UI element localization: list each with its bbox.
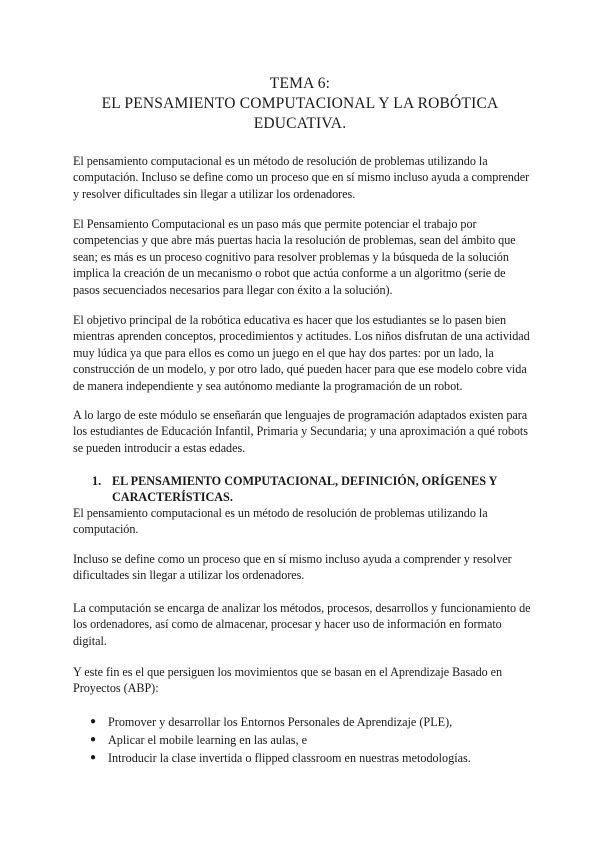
bullet-text: Promover y desarrollar los Entornos Personales de Aprendizaje (PLE),: [108, 715, 453, 729]
section-title: EL PENSAMIENTO COMPUTACIONAL, DEFINICIÓN, ORÍGENES Y CARACTERÍSTICAS.: [112, 474, 497, 505]
bullet-icon: ●: [90, 734, 97, 745]
bullet-icon: ●: [90, 752, 97, 763]
intro-paragraph-2: El Pensamiento Computacional es un paso más que permite potenciar el trabajo por competencias y que abre más puertas hacia la resolución de problemas, sean del ámbito que sean; es más es un proceso cognitivo para resolver problemas y la búsqueda de la solución implica la creación de un mecanismo o robot que actúa conforme a un algoritmo (serie de pasos secuenciados necesarios para llegar con éxito a la solución).: [73, 217, 516, 297]
section-paragraph-3: La computación se encarga de analizar los métodos, procesos, desarrollos y funcionamiento de los ordenadores, así como de almacenar, procesar y hacer uso de información en formato digital.: [73, 601, 531, 648]
section-paragraph-4: Y este fin es el que persiguen los movimientos que se basan en el Aprendizaje Basado en Proyectos (ABP):: [73, 665, 503, 696]
section-heading: [92, 473, 532, 506]
document-title: [60, 74, 540, 134]
bullet-text: Aplicar el mobile learning en las aulas, e: [108, 733, 307, 747]
bullet-text: Introducir la clase invertida o flipped classroom en nuestras metodologías.: [108, 751, 471, 765]
bullet-icon: ●: [90, 716, 97, 727]
intro-paragraph-3: El objetivo principal de la robótica educativa es hacer que los estudiantes se lo pasen bien mientras aprenden conceptos, procedimientos y actitudes. Los niños disfrutan de una actividad muy lúdica ya que para ellos es como un juego en el que hay dos partes: por un lado, la construcción de un modelo, y por otro lado, qué pueden hacer para que ese modelo cobre vida de manera independiente y sea autónomo mediante la programación de un robot.: [73, 313, 530, 393]
intro-paragraph-1: El pensamiento computacional es un método de resolución de problemas utilizando la computación. Incluso se define como un proceso que en sí mismo incluso ayuda a comprender y resolver dificultades sin llegar a utilizar los ordenadores.: [73, 154, 530, 201]
title-line-1: TEMA 6:: [269, 75, 331, 92]
section-number: 1.: [92, 474, 102, 488]
title-line-3: EDUCATIVA.: [253, 115, 347, 132]
intro-paragraph-4: A lo largo de este módulo se enseñarán que lenguajes de programación adaptados existen para los estudiantes de Educación Infantil, Primaria y Secundaria; y una aproximación a qué robots se pueden introducir a estas edades.: [73, 408, 528, 455]
list-item: [90, 731, 530, 749]
title-line-2: EL PENSAMIENTO COMPUTACIONAL Y LA ROBÓTICA: [101, 95, 499, 112]
section-paragraph-2: Incluso se define como un proceso que en sí mismo incluso ayuda a comprender y resolver dificultades sin llegar a utilizar los ordenadores.: [73, 552, 512, 583]
bullet-list: [90, 713, 530, 767]
section-paragraph-1: El pensamiento computacional es un método de resolución de problemas utilizando la computación.: [73, 506, 488, 537]
list-item: [90, 713, 530, 731]
list-item: [90, 749, 530, 767]
